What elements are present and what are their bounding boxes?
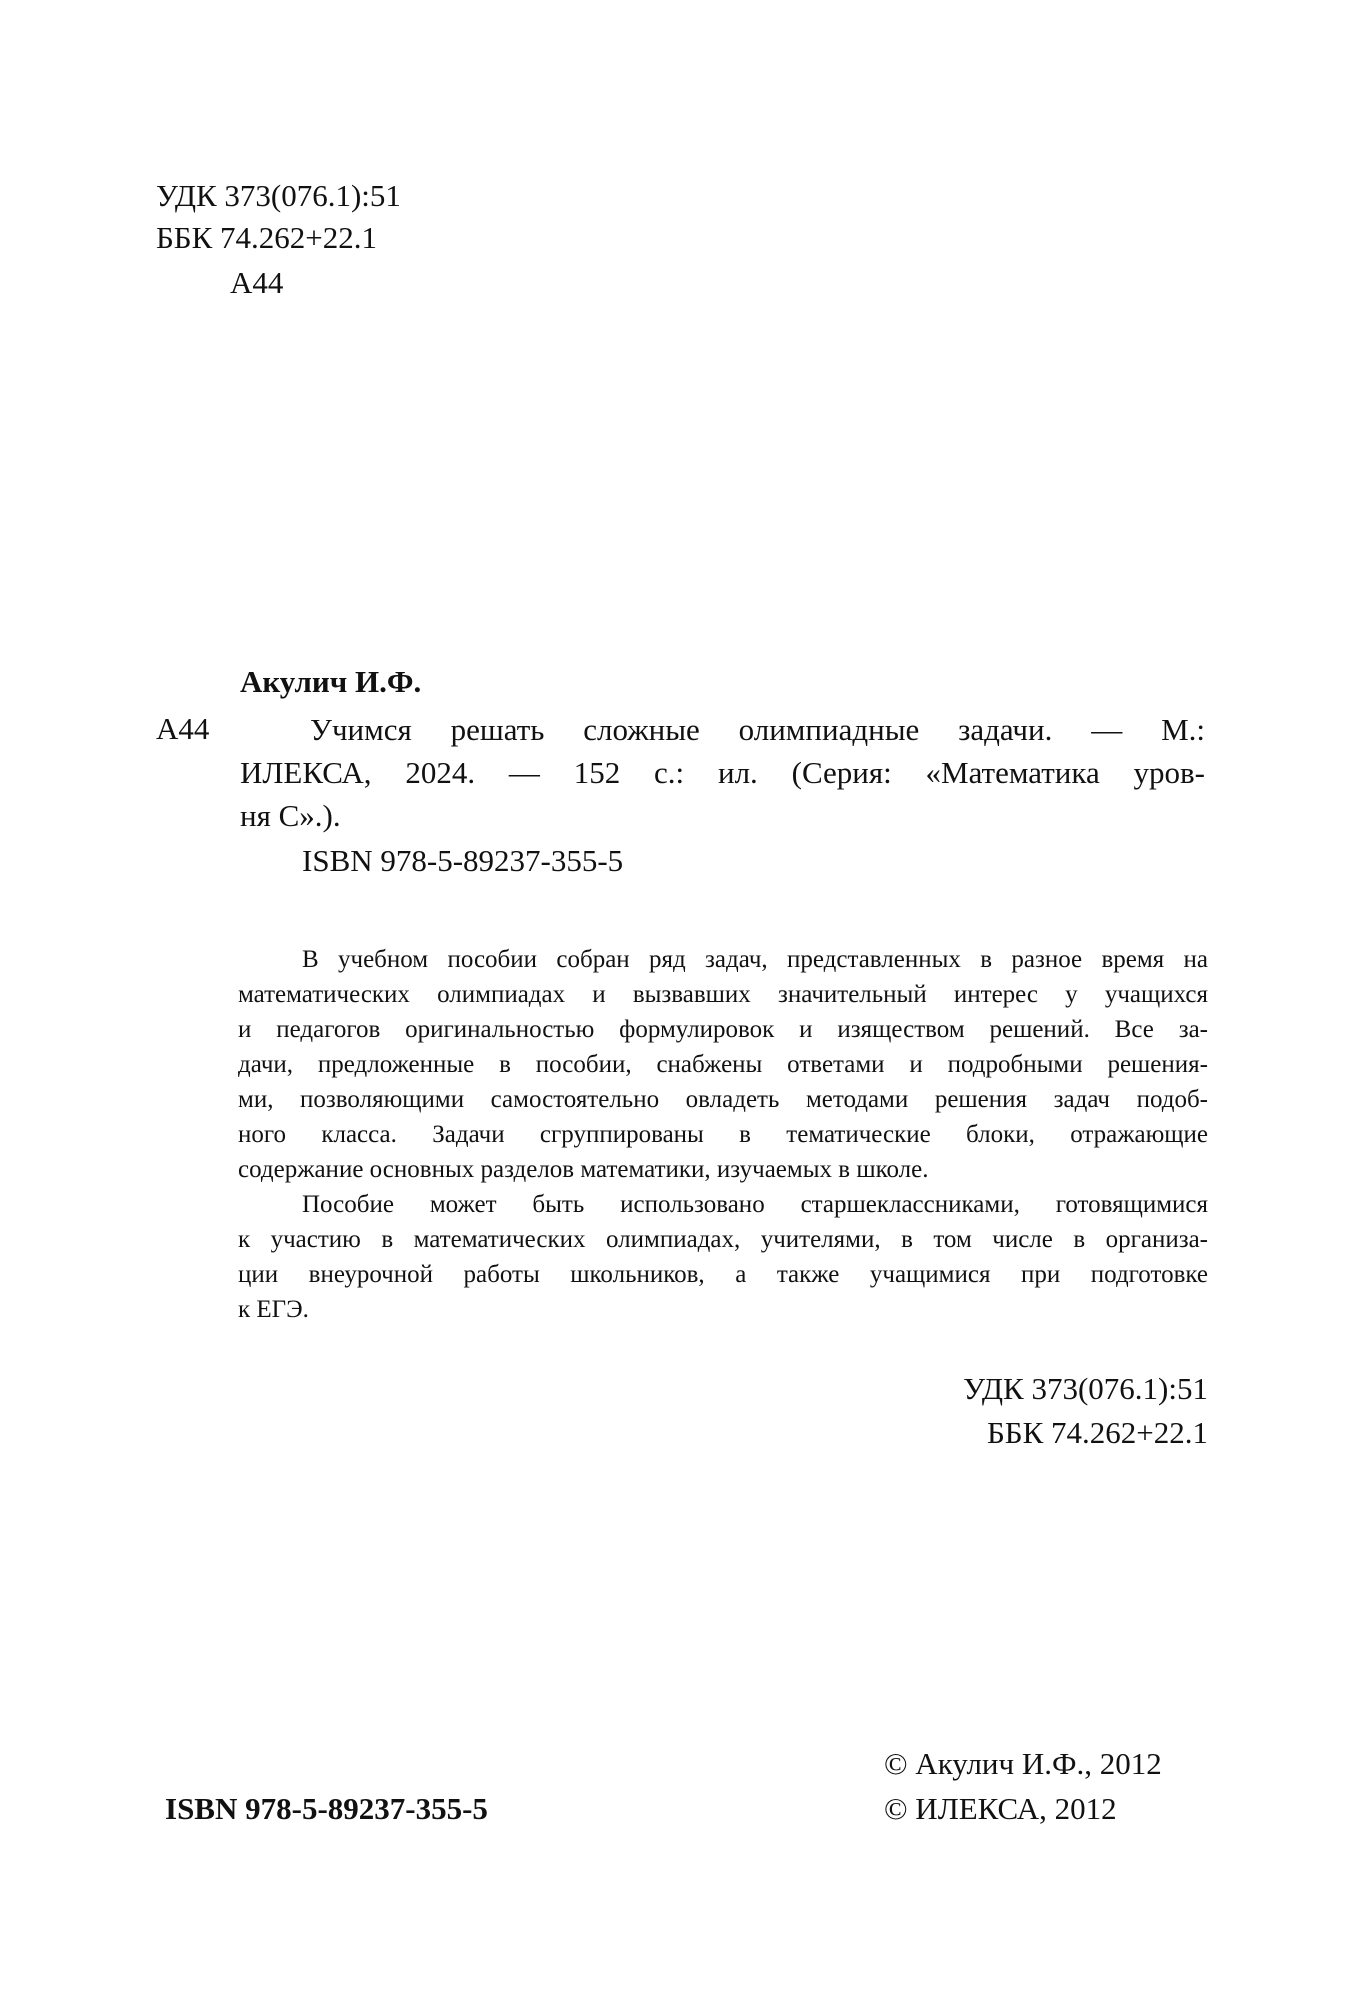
annotation-line: Пособие может быть использовано старшеклассниками, готовящимися <box>302 1191 1208 1218</box>
annotation-line: ного класса. Задачи сгруппированы в тематические блоки, отражающие <box>238 1121 1208 1148</box>
entry-isbn: ISBN 978-5-89237-355-5 <box>302 843 624 878</box>
annotation-line: В учебном пособии собран ряд задач, представленных в разное время на <box>302 946 1208 973</box>
copyright-publisher: © ИЛЕКСА, 2012 <box>884 1791 1117 1826</box>
annotation-line: и педагогов оригинальностью формулировок и изяществом решений. Все за- <box>238 1016 1208 1043</box>
author-mark-entry: А44 <box>156 711 210 746</box>
footer-isbn: ISBN 978-5-89237-355-5 <box>165 1791 488 1826</box>
bbk-code-bottom: ББК 74.262+22.1 <box>986 1415 1208 1450</box>
annotation-line: ции внеурочной работы школьников, а также учащимися при подготовке <box>238 1261 1208 1288</box>
annotation-line: математических олимпиадах и вызвавших значительный интерес у учащихся <box>238 981 1208 1008</box>
annotation-line: к участию в математических олимпиадах, учителями, в том числе в организа- <box>238 1226 1208 1253</box>
entry-imprint-line: ИЛЕКСА, 2024. — 152 с.: ил. (Серия: «Математика уров- <box>240 755 1205 790</box>
author-name: Акулич И.Ф. <box>240 664 422 699</box>
annotation-line: дачи, предложенные в пособии, снабжены ответами и подробными решения- <box>238 1051 1208 1078</box>
copyright-author: © Акулич И.Ф., 2012 <box>884 1746 1162 1781</box>
annotation-line: содержание основных разделов математики, изучаемых в школе. <box>238 1156 929 1183</box>
udk-code-bottom: УДК 373(076.1):51 <box>963 1371 1208 1406</box>
annotation-line: к ЕГЭ. <box>238 1296 309 1323</box>
entry-title-line: Учимся решать сложные олимпиадные задачи. — М.: <box>310 712 1205 747</box>
author-mark-top: А44 <box>230 265 284 300</box>
bbk-code-top: ББК 74.262+22.1 <box>156 220 378 255</box>
udk-code-top: УДК 373(076.1):51 <box>156 178 401 213</box>
entry-series-line: ня С».). <box>240 798 341 833</box>
annotation-line: ми, позволяющими самостоятельно овладеть методами решения задач подоб- <box>238 1086 1208 1113</box>
